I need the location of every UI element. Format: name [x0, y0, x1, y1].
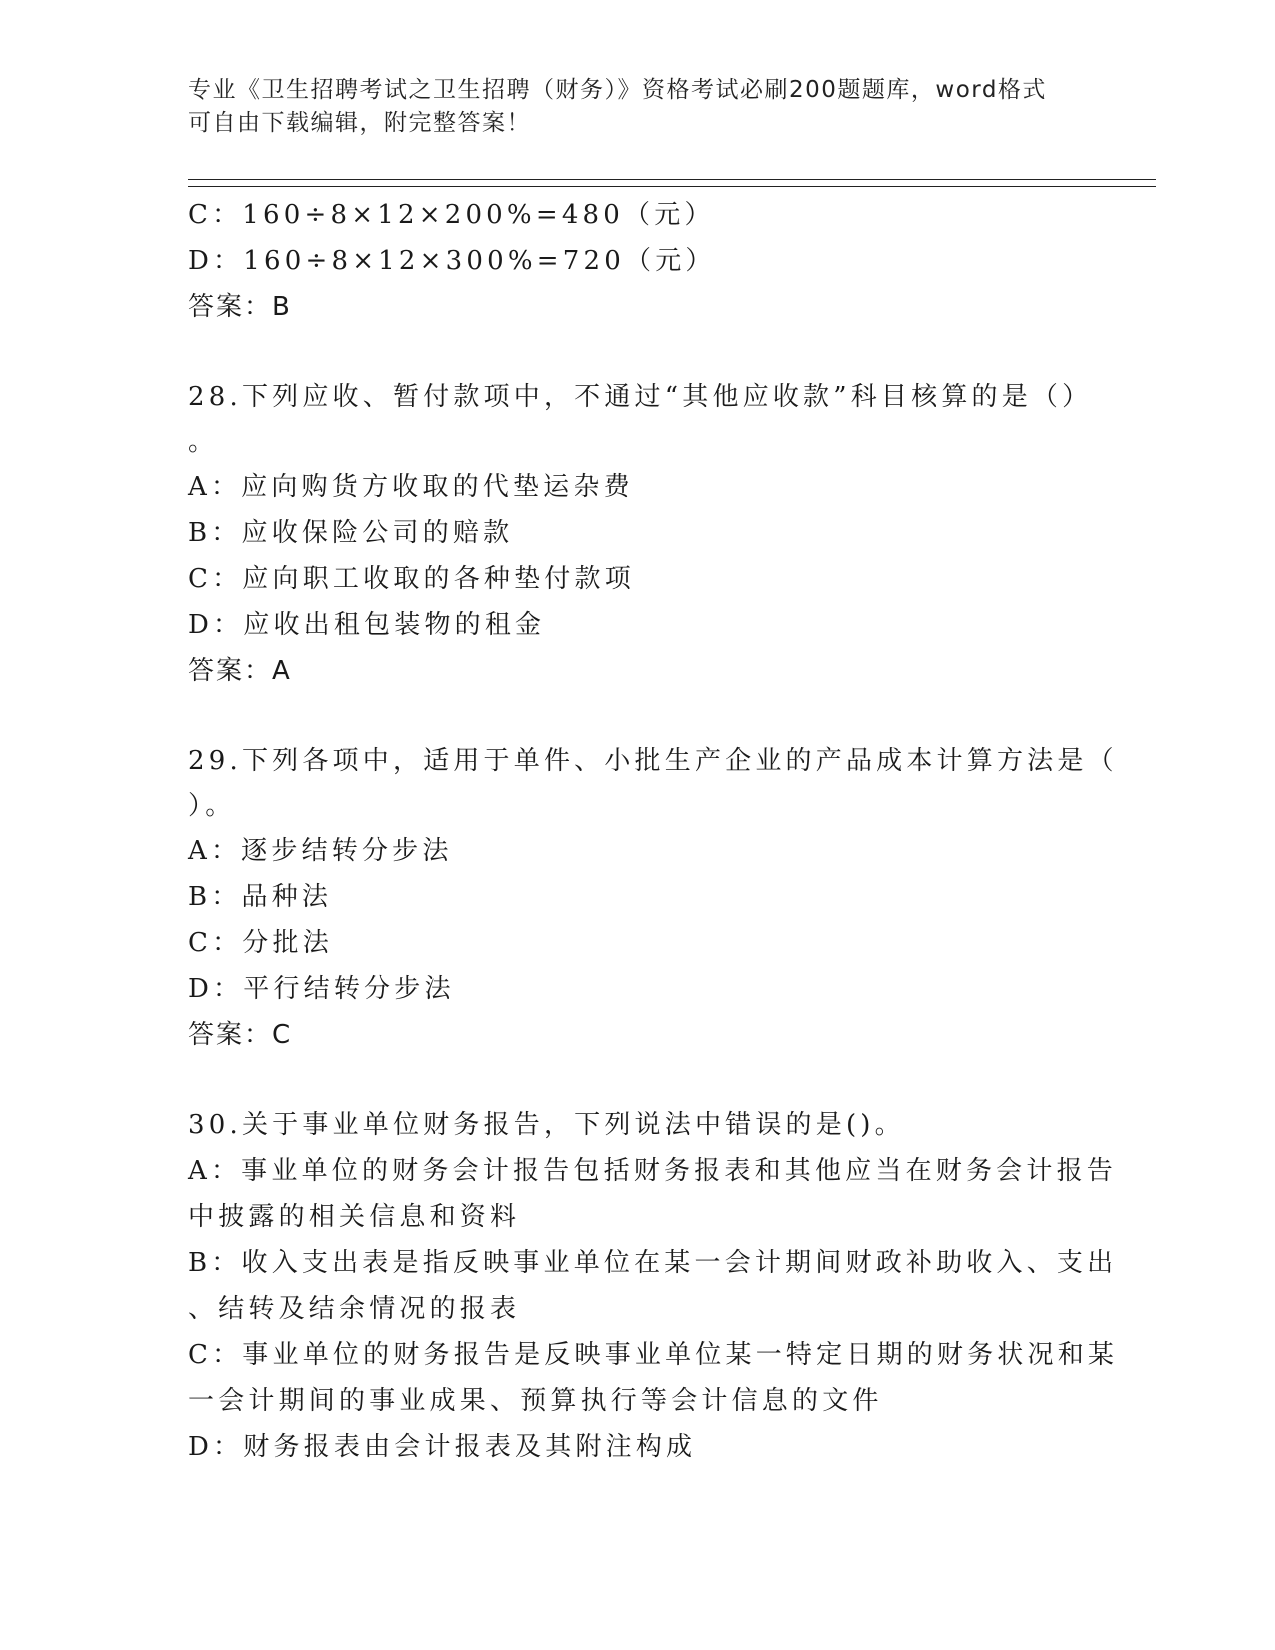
option-c: C：160÷8×12×200%=480（元）: [188, 200, 715, 230]
header-divider: [188, 179, 1156, 187]
option-a: A：事业单位的财务会计报告包括财务报表和其他应当在财务会计报告: [188, 1156, 1117, 1186]
option-c: C：事业单位的财务报告是反映事业单位某一特定日期的财务状况和某: [188, 1340, 1119, 1370]
spacer: [188, 1058, 1088, 1102]
question-30: [188, 1102, 1119, 1470]
question-29: [188, 738, 1118, 1058]
option-a: A：应向购货方收取的代垫运杂费: [188, 472, 634, 502]
question-28: [188, 374, 1093, 694]
header-title-line-2: 可自由下载编辑，附完整答案！: [188, 110, 531, 136]
question-27-continuation: [188, 192, 1088, 330]
option-b: B：应收保险公司的赔款: [188, 518, 514, 548]
question-stem: 28.下列应收、暂付款项中，不通过“其他应收款”科目核算的是（）: [188, 382, 1093, 412]
option-c: C：分批法: [188, 928, 333, 958]
question-stem: 30.关于事业单位财务报告，下列说法中错误的是()。: [188, 1110, 905, 1140]
question-list: [188, 192, 1119, 1470]
question-stem: 29.下列各项中，适用于单件、小批生产企业的产品成本计算方法是（: [188, 746, 1118, 776]
answer-line: 答案：A: [188, 656, 292, 686]
spacer: [188, 694, 1088, 738]
question-stem-continued: 。: [188, 427, 219, 457]
option-c: C：应向职工收取的各种垫付款项: [188, 564, 635, 594]
option-c-continued: 一会计期间的事业成果、预算执行等会计信息的文件: [188, 1386, 883, 1416]
page-header: [188, 74, 1068, 140]
option-a-continued: 中披露的相关信息和资料: [188, 1202, 521, 1232]
spacer: [188, 330, 1088, 374]
option-d: D：160÷8×12×300%=720（元）: [188, 246, 716, 276]
answer-line: 答案：B: [188, 292, 292, 322]
option-b: B：收入支出表是指反映事业单位在某一会计期间财政补助收入、支出: [188, 1248, 1118, 1278]
header-title-line-1: 专业《卫生招聘考试之卫生招聘（财务）》资格考试必刷200题题库，word格式: [188, 77, 1047, 103]
option-d: D：平行结转分步法: [188, 974, 455, 1004]
option-b: B：品种法: [188, 882, 333, 912]
question-stem-continued: ）。: [188, 791, 236, 821]
option-b-continued: 、结转及结余情况的报表: [188, 1294, 521, 1324]
option-a: A：逐步结转分步法: [188, 836, 453, 866]
answer-line: 答案：C: [188, 1020, 293, 1050]
option-d: D：应收出租包装物的租金: [188, 610, 546, 640]
option-d: D：财务报表由会计报表及其附注构成: [188, 1432, 697, 1462]
